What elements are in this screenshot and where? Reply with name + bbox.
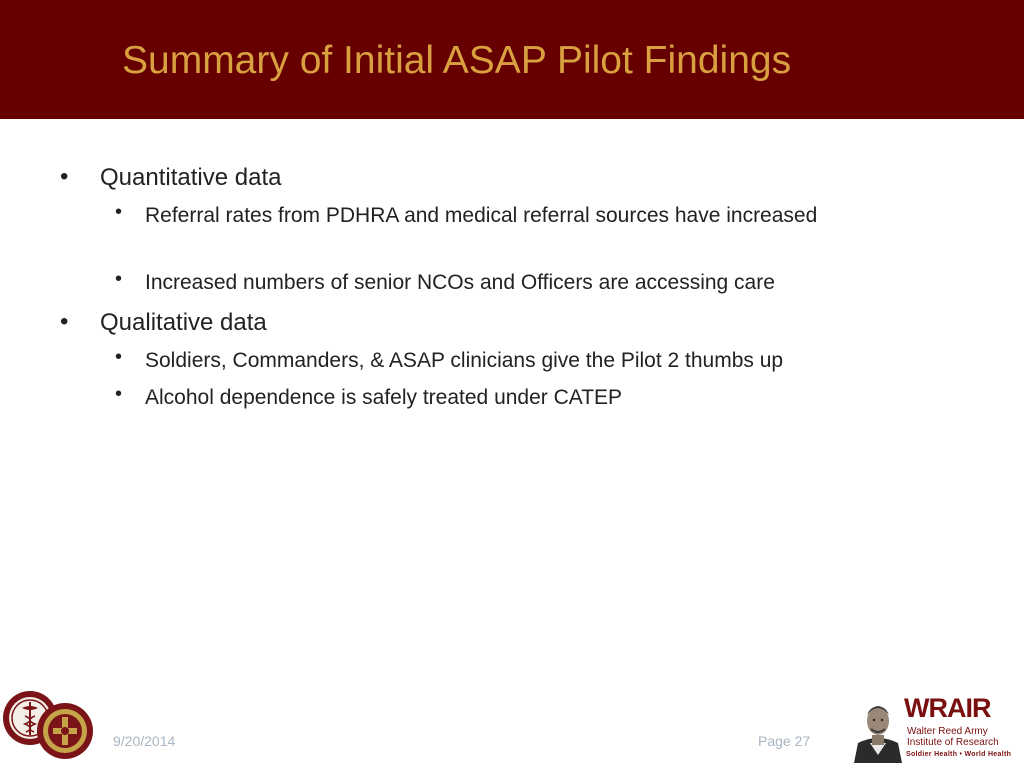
bullet-dot-icon: • xyxy=(115,383,123,405)
sub-bullet-text: Alcohol dependence is safely treated under CATEP xyxy=(145,386,623,409)
bullet-text: Quantitative data xyxy=(100,164,282,191)
walter-reed-portrait-icon xyxy=(850,693,906,763)
bullet-dot-icon: • xyxy=(115,201,123,223)
bullet-dot-icon: • xyxy=(115,346,123,368)
wrair-subtitle-line1: Walter Reed Army xyxy=(907,726,988,737)
sub-bullet-text: Referral rates from PDHRA and medical referral sources have increased xyxy=(145,204,818,227)
footer-date: 9/20/2014 xyxy=(113,733,176,749)
wrair-wordmark: WRAIR xyxy=(904,693,991,723)
wrair-tagline: Soldier Health • World Health xyxy=(906,751,1012,758)
bullet-dot-icon: • xyxy=(115,268,123,290)
wrair-subtitle-line2: Institute of Research xyxy=(907,737,999,748)
sub-bullet-text: Increased numbers of senior NCOs and Officers are accessing care xyxy=(145,271,775,294)
slide-title: Summary of Initial ASAP Pilot Findings xyxy=(122,39,792,82)
sub-bullet-text: Soldiers, Commanders, & ASAP clinicians give the Pilot 2 thumbs up xyxy=(145,349,784,372)
army-medical-regiment-seal-icon xyxy=(36,702,94,760)
wrair-logo xyxy=(904,693,1016,763)
bullet-dot-icon: • xyxy=(60,163,69,190)
footer-page-number: Page 27 xyxy=(758,733,811,749)
bullet-text: Qualitative data xyxy=(100,309,267,336)
bullet-dot-icon: • xyxy=(60,308,69,335)
